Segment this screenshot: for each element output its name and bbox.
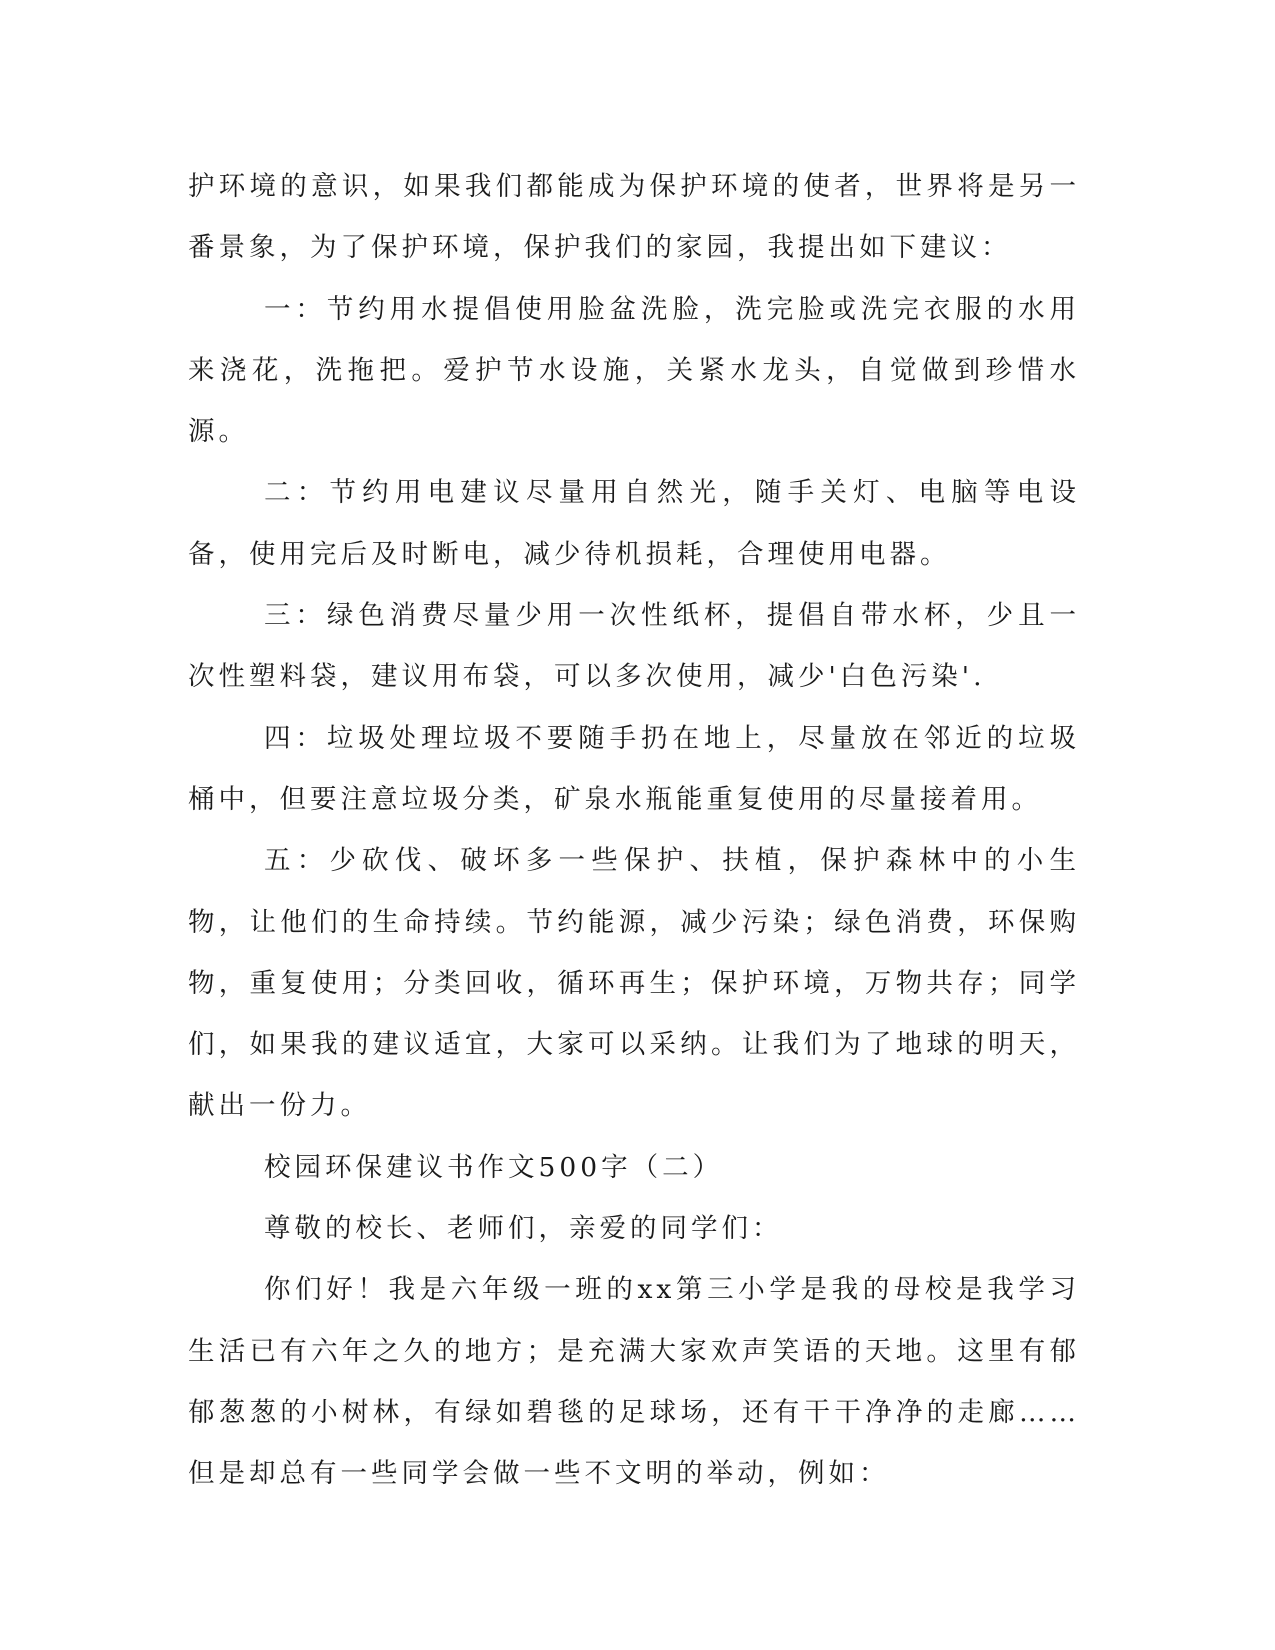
paragraph-intro: 护环境的意识，如果我们都能成为保护环境的使者，世界将是另一番景象，为了保护环境，保护我们的家园，我提出如下建议： [188,171,1080,264]
paragraph-suggestion-forest: 五：少砍伐、破坏多一些保护、扶植，保护森林中的小生物，让他们的生命持续。节约能源，减少污染；绿色消费，环保购物，重复使用；分类回收，循环再生；保护环境，万物共存；同学们，如果我的建议适宜，大家可以采纳。让我们为了地球的明天，献出一份力。 [188,845,1080,1122]
paragraph-suggestion-water: 一：节约用水提倡使用脸盆洗脸，洗完脸或洗完衣服的水用来浇花，洗拖把。爱护节水设施，关紧水龙头，自觉做到珍惜水源。 [188,293,1080,448]
paragraph-suggestion-garbage: 四：垃圾处理垃圾不要随手扔在地上，尽量放在邻近的垃圾桶中，但要注意垃圾分类，矿泉水瓶能重复使用的尽量接着用。 [188,722,1080,815]
section-title: 校园环保建议书作文500字（二） [264,1151,724,1183]
document-body [188,156,1080,1505]
paragraph-suggestion-green-consumption: 三：绿色消费尽量少用一次性纸杯，提倡自带水杯，少且一次性塑料袋，建议用布袋，可以多次使用，减少'白色污染'. [188,600,1080,693]
salutation: 尊敬的校长、老师们，亲爱的同学们： [264,1213,783,1245]
paragraph-suggestion-electricity: 二：节约用电建议尽量用自然光，随手关灯、电脑等电设备，使用完后及时断电，减少待机损耗，合理使用电器。 [188,477,1080,570]
paragraph-greeting: 你们好！我是六年级一班的xx第三小学是我的母校是我学习生活已有六年之久的地方；是充满大家欢声笑语的天地。这里有郁郁葱葱的小树林，有绿如碧毯的足球场，还有干干净净的走廊……但是却总有一些同学会做一些不文明的举动，例如： [188,1274,1080,1490]
